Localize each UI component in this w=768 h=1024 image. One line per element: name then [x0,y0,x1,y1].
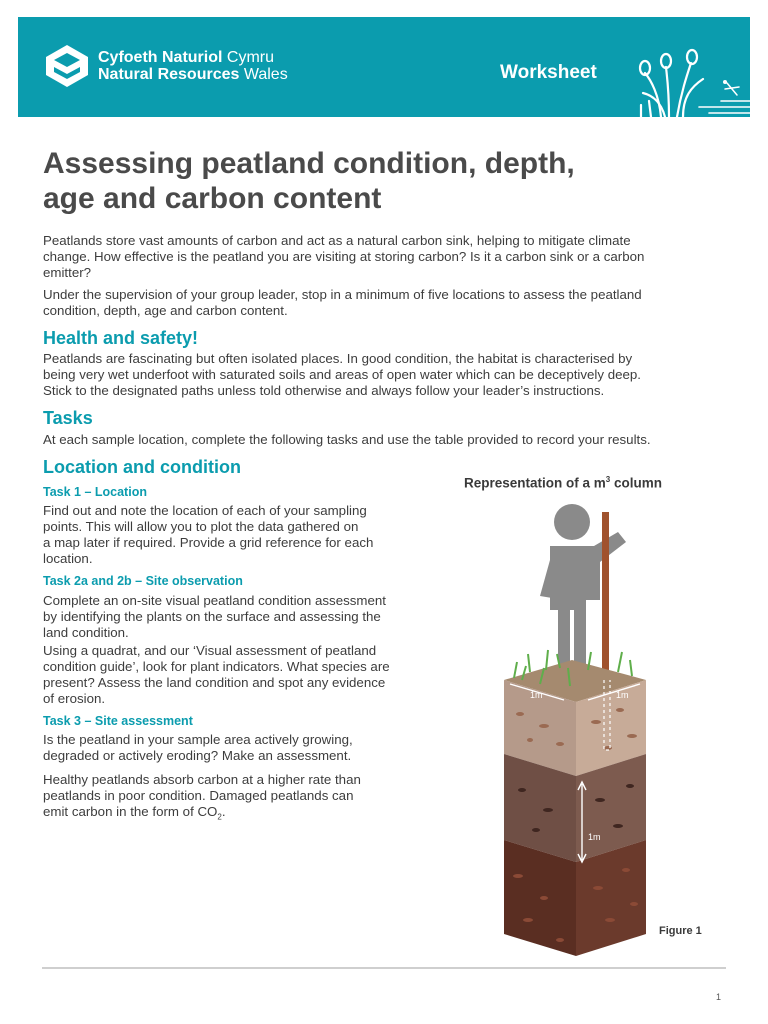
intro-paragraph-1 [43,233,644,281]
figure-title-text-end: column [610,475,662,491]
org-name [98,49,288,83]
location-heading: Location and condition [43,457,241,477]
co2-subscript: 2 [217,812,222,822]
task1-line: Find out and note the location of each of your sampling [43,503,367,518]
health-safety-heading: Health and safety! [43,328,199,348]
title-line-2: age and carbon content [43,182,382,215]
intro-p1-line: Peatlands store vast amounts of carbon and act as a natural carbon sink, helping to mitigate climate [43,233,631,248]
tasks-heading: Tasks [43,408,93,428]
org-line2-light: Wales [243,66,288,83]
task3-line: Is the peatland in your sample area actively growing, [43,732,353,747]
intro-p2-line: condition, depth, age and carbon content. [43,303,288,318]
tasks-text: At each sample location, complete the following tasks and use the table provided to record your results. [43,432,651,447]
task1-heading: Task 1 – Location [43,485,147,499]
nrw-logo-icon [44,43,90,89]
task2-line: Using a quadrat, and our ‘Visual assessment of peatland [43,643,377,658]
intro-p2-line: Under the supervision of your group leader, stop in a minimum of five locations to assess the peatland [43,287,642,302]
health-line: being very wet underfoot with saturated soils and areas of open water which can be deceptively deep. [43,367,641,382]
peat-column-with-person-icon [500,500,660,960]
period: . [221,804,226,819]
page-number: 1 [716,992,722,1002]
task3-heading: Task 3 – Site assessment [43,714,193,728]
task2-line: by identifying the plants on the surface and assessing the [43,609,381,624]
dim-left-label: 1m [530,690,543,700]
co2-text: emit carbon in the form of CO [43,804,218,819]
task3-line: peatlands in poor condition. Damaged peatlands can [43,788,354,803]
reeds-dragonfly-icon [621,35,751,117]
org-line1-light: Cymru [226,49,275,66]
health-safety-text [43,351,641,399]
org-line2-bold: Natural Resources [98,66,240,83]
task2-text-a [43,593,386,641]
task2-line: condition guide’, look for plant indicators. What species are [43,659,390,674]
task3-line: degraded or actively eroding? Make an assessment. [43,748,352,763]
title-line-1: Assessing peatland condition, depth, [43,147,575,180]
intro-paragraph-2 [43,287,642,319]
dim-depth-label: 1m [588,832,601,842]
intro-p1-line: emitter? [43,265,92,280]
task2-text-b [43,643,390,707]
task3-text-a [43,732,353,764]
figure-title-text: Representation of a m [464,475,606,491]
figure-title-sup: 3 [605,475,611,484]
task2-line: present? Assess the land condition and spot any evidence [43,675,386,690]
footer-divider [42,967,726,969]
figure-title [464,475,662,491]
task1-line: a map later if required. Provide a grid reference for each [43,535,374,550]
figure-caption: Figure 1 [659,925,702,937]
task1-text [43,503,373,567]
intro-p1-line: change. How effective is the peatland you are visiting at storing carbon? Is it a carbon sink or a carbon [43,249,645,264]
task3-text-b [43,772,361,826]
health-line: Stick to the designated paths unless told otherwise and always follow your leader’s instructions. [43,383,605,398]
task2-heading: Task 2a and 2b – Site observation [43,574,243,588]
org-line1-bold: Cyfoeth Naturiol [98,49,223,66]
task2-line: land condition. [43,625,129,640]
task2-line: Complete an on-site visual peatland condition assessment [43,593,386,608]
task3-line [43,804,226,822]
task3-line: Healthy peatlands absorb carbon at a higher rate than [43,772,361,787]
task1-line: location. [43,551,93,566]
dim-right-label: 1m [616,690,629,700]
page-title [43,146,703,216]
task1-line: points. This will allow you to plot the data gathered on [43,519,359,534]
header-banner [18,17,750,117]
health-line: Peatlands are fascinating but often isolated places. In good condition, the habitat is characterised by [43,351,633,366]
worksheet-label: Worksheet [500,62,597,83]
task2-line: of erosion. [43,691,106,706]
